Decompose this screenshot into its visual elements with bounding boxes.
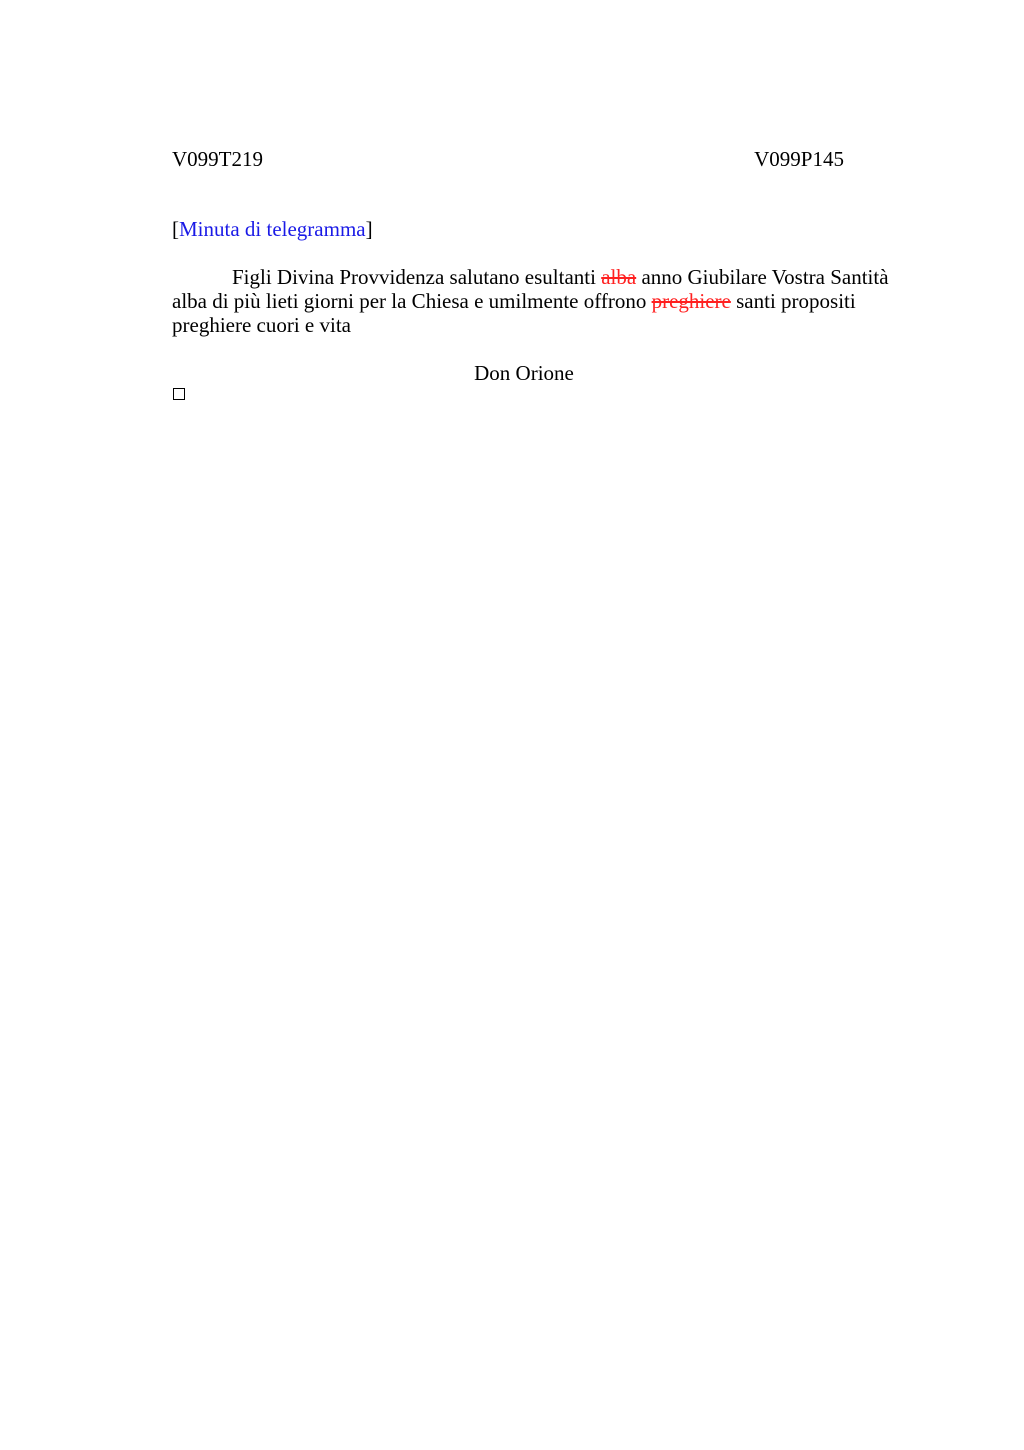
- telegram-body: [172, 265, 924, 337]
- deleted-word-1: alba: [601, 265, 637, 289]
- body-segment-2: anno Giubilare Vostra Santità alba di più lieti giorni per la Chiesa e umilmente offrono: [172, 265, 889, 313]
- title-text: Minuta di telegramma: [179, 217, 366, 241]
- document-code-left: V099T219: [172, 147, 263, 171]
- body-segment-1: Figli Divina Provvidenza salutano esultanti: [232, 265, 602, 289]
- body-segment-3: santi propositi preghiere cuori e vita: [172, 289, 856, 337]
- document-title: [172, 216, 373, 242]
- title-close-bracket: ]: [365, 217, 373, 241]
- document-code-right: V099P145: [754, 147, 844, 171]
- document-header: [172, 146, 844, 172]
- signature: Don Orione: [474, 361, 574, 385]
- deleted-word-2: preghiere: [651, 289, 731, 313]
- title-open-bracket: [: [172, 217, 179, 241]
- empty-square-icon: [173, 388, 185, 400]
